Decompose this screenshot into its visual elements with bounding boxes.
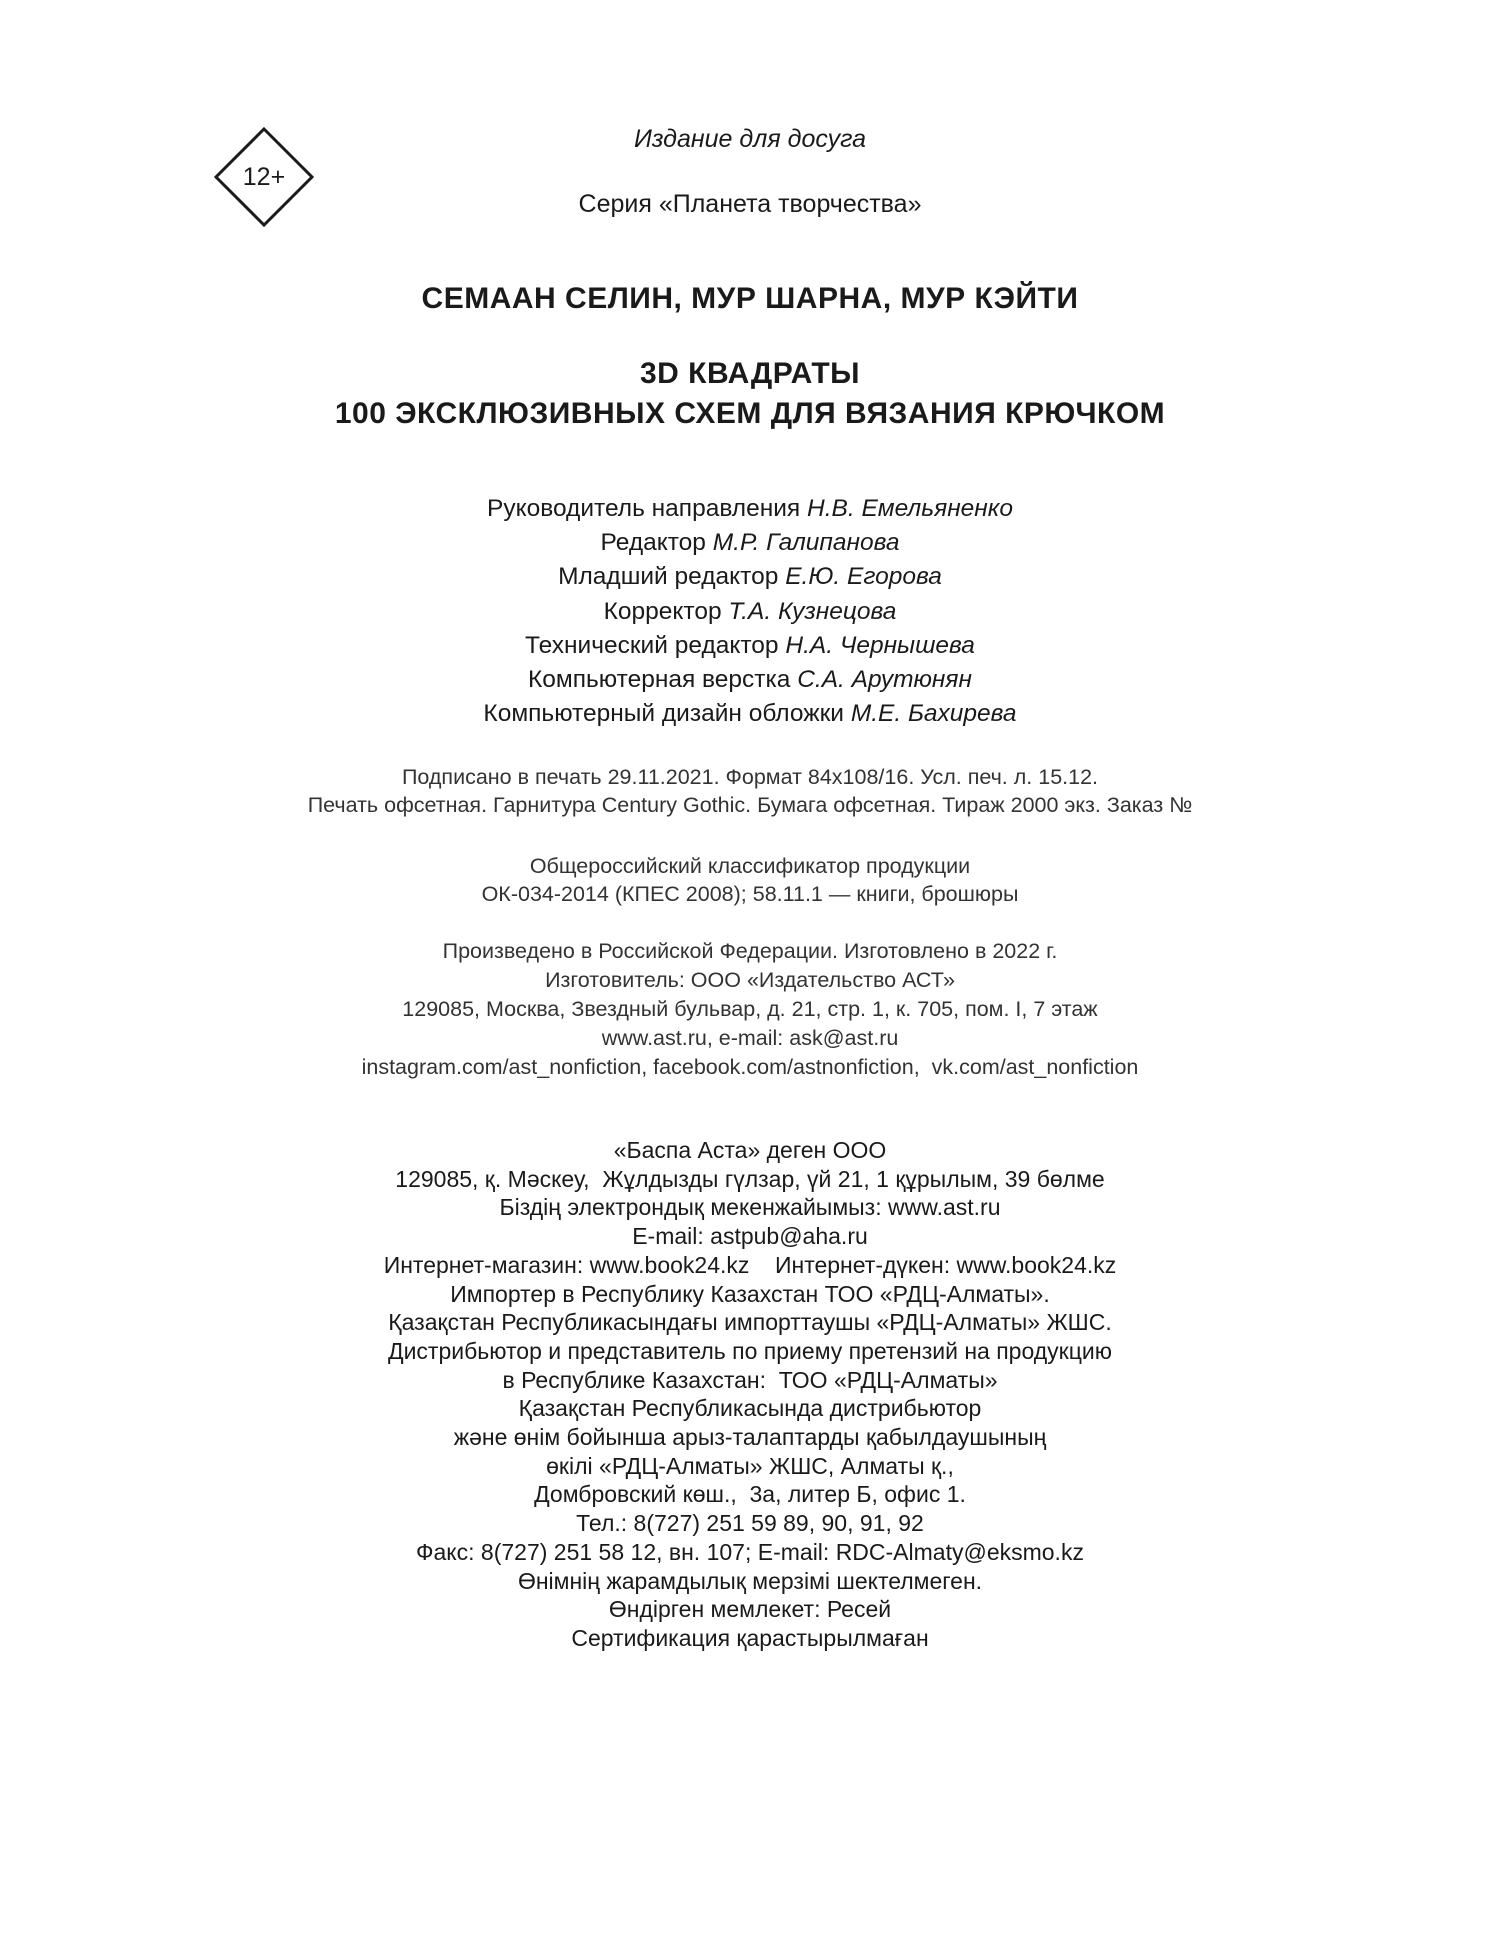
book-title (0, 354, 1500, 434)
staff-line (0, 697, 1500, 731)
classifier-info (0, 852, 1500, 908)
kz-line: Факс: 8(727) 251 58 12, вн. 107; E-mail: RDC-Almaty@eksmo.kz (416, 1538, 1084, 1565)
kz-line: «Баспа Аста» деген ООО (613, 1137, 887, 1163)
staff-role: Младший редактор (558, 563, 779, 591)
kz-line: Қазақстан Республикасындағы импорттаушы «РДЦ-Алматы» ЖШС. (388, 1309, 1112, 1336)
staff-role: Редактор (600, 529, 706, 557)
staff-name: С.А. Арутюнян (797, 666, 972, 694)
classifier-line: Общероссийский классификатор продукции (529, 854, 971, 878)
kz-line: Сертификация қарастырылмаған (571, 1624, 929, 1651)
classifier-line: ОК-034-2014 (КПЕС 2008); 58.11.1 — книги, брошюры (481, 882, 1019, 906)
producer-line: Изготовитель: ООО «Издательство АСТ» (545, 968, 955, 992)
print-info (0, 763, 1500, 819)
staff-line (0, 492, 1500, 526)
kz-line: Дистрибьютор и представитель по приему претензий на продукцию (388, 1337, 1112, 1364)
age-rating-label: 12+ (242, 162, 286, 191)
kz-line: Біздің электрондық мекенжайымыз: www.ast.ru (499, 1194, 1001, 1221)
staff-name: Н.В. Емельяненко (807, 495, 1013, 522)
kz-line: Импортер в Республику Казахстан ТОО «РДЦ-Алматы». (450, 1280, 1050, 1307)
staff-role: Руководитель направления (487, 495, 801, 522)
kz-line: Қазақстан Республикасында дистрибьютор (518, 1395, 982, 1422)
title-line: 3D КВАДРАТЫ (639, 357, 861, 390)
kz-line: Домбровский көш., 3а, литер Б, офис 1. (534, 1481, 966, 1508)
staff-role: Компьютерный дизайн обложки (483, 700, 844, 728)
staff-role: Технический редактор (525, 631, 779, 659)
staff-line (0, 663, 1500, 697)
staff-role: Компьютерная верстка (528, 666, 791, 694)
leisure-label: Издание для досуга (633, 125, 867, 153)
staff-credits (0, 492, 1500, 731)
staff-role: Корректор (603, 597, 722, 625)
staff-name: Н.А. Чернышева (785, 631, 975, 659)
producer-line: Произведено в Российской Федерации. Изготовлено в 2022 г. (442, 939, 1058, 963)
staff-name: М.Е. Бахирева (850, 700, 1017, 728)
print-line: Подписано в печать 29.11.2021. Формат 84x108/16. Усл. печ. л. 15.12. (401, 765, 1099, 789)
staff-line (0, 526, 1500, 560)
kz-line: Интернет-магазин: www.book24.kz Интернет-дүкен: www.book24.kz (383, 1251, 1117, 1278)
kz-line: Өндірген мемлекет: Ресей (608, 1596, 892, 1623)
title-line: 100 ЭКСКЛЮЗИВНЫХ СХЕМ ДЛЯ ВЯЗАНИЯ КРЮЧКОМ (334, 397, 1166, 430)
producer-info (0, 937, 1500, 1082)
producer-line: 129085, Москва, Звездный бульвар, д. 21, стр. 1, к. 705, пом. I, 7 этаж (402, 997, 1098, 1021)
kz-line: Өнімнің жарамдылық мерзімі шектелмеген. (517, 1567, 983, 1594)
kz-line: E-mail: astpub@aha.ru (632, 1223, 868, 1250)
producer-line: instagram.com/ast_nonfiction, facebook.com/astnonfiction, vk.com/ast_nonfiction (361, 1055, 1139, 1079)
producer-line: www.ast.ru, e-mail: ask@ast.ru (601, 1026, 899, 1050)
staff-name: М.Р. Галипанова (712, 529, 900, 557)
staff-line (0, 629, 1500, 663)
kz-line: өкілі «РДЦ-Алматы» ЖШС, Алматы қ., (546, 1452, 954, 1479)
staff-line (0, 560, 1500, 594)
staff-name: Т.А. Кузнецова (728, 597, 897, 625)
print-line: Печать офсетная. Гарнитура Century Gothic. Бумага офсетная. Тираж 2000 экз. Заказ № (307, 793, 1193, 817)
authors-heading: СЕМААН СЕЛИН, МУР ШАРНА, МУР КЭЙТИ (421, 282, 1079, 315)
staff-name: Е.Ю. Егорова (785, 563, 942, 591)
kz-line: және өнім бойынша арыз-талаптарды қабылдаушының (453, 1424, 1047, 1451)
kz-line: в Республике Казахстан: ТОО «РДЦ-Алматы» (502, 1366, 998, 1393)
kazakhstan-info (0, 1136, 1500, 1653)
staff-line (0, 595, 1500, 629)
kz-line: 129085, қ. Мәскеу, Жұлдызды гүлзар, үй 21, 1 құрылым, 39 бөлме (395, 1165, 1105, 1192)
kz-line: Тел.: 8(727) 251 59 89, 90, 91, 92 (576, 1510, 924, 1537)
series-label: Серия «Планета творчества» (578, 190, 922, 218)
